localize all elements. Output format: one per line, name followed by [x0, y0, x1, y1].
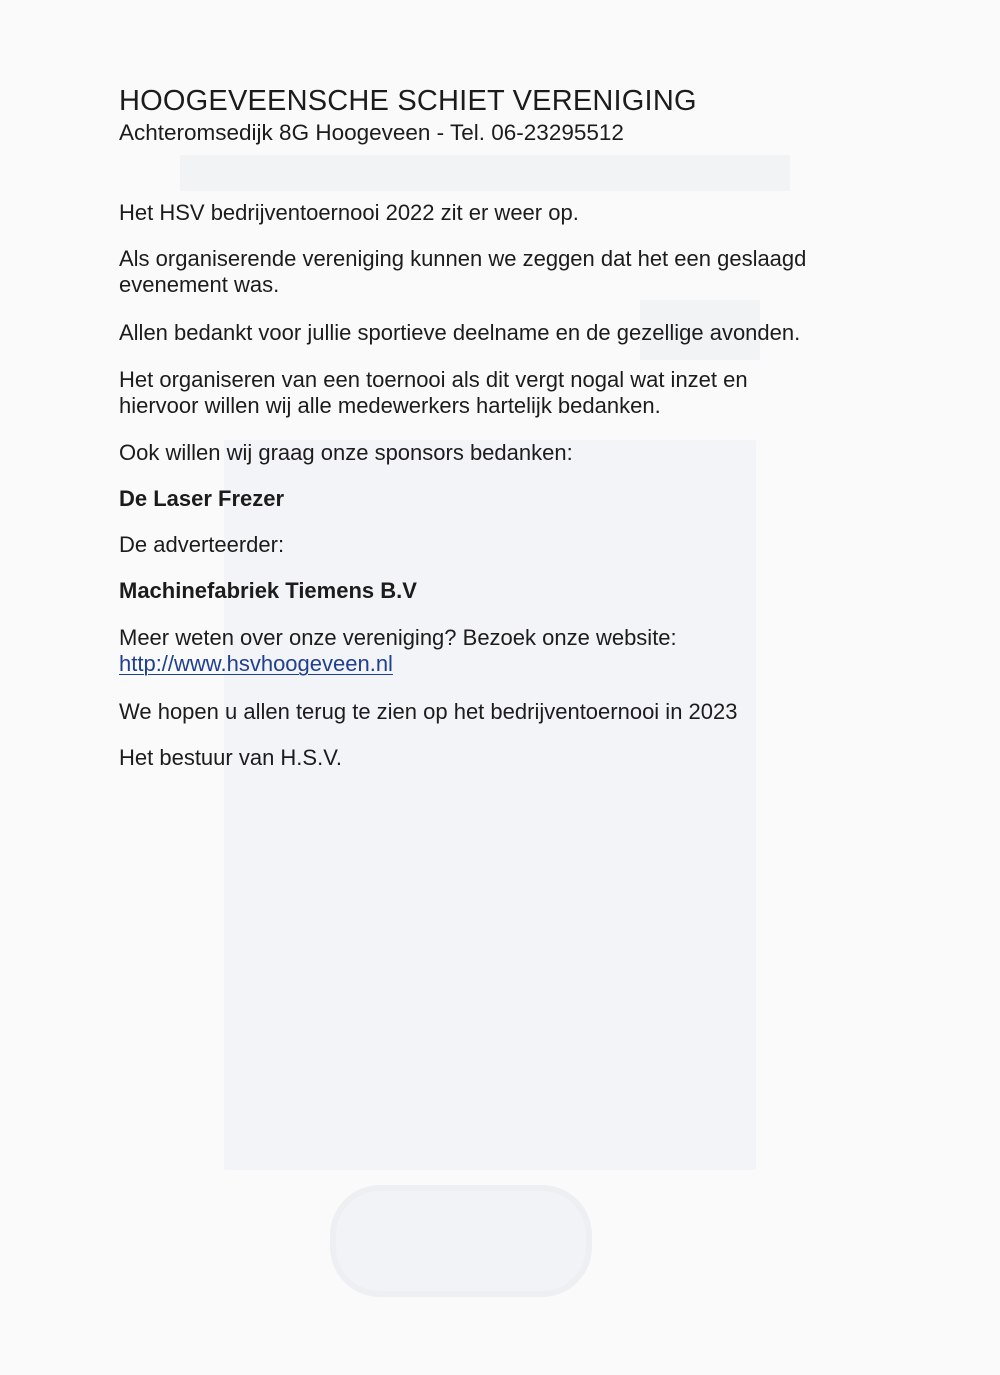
paragraph-advertiser-intro: De adverteerder:: [119, 532, 285, 557]
paragraph-thanks-staff-line-2: hiervoor willen wij alle medewerkers hartelijk bedanken.: [119, 393, 661, 418]
paragraph-success-line-2: evenement was.: [119, 272, 280, 297]
sponsor-name: De Laser Frezer: [119, 486, 285, 511]
paragraph-website: [119, 625, 909, 677]
organization-name: HOOGEVEENSCHE SCHIET VERENIGING: [119, 85, 697, 117]
paragraph-success-line-1: Als organiserende vereniging kunnen we zeggen dat het een geslaagd: [119, 246, 807, 271]
paragraph-thanks-staff: [119, 367, 909, 419]
paragraph-intro: Het HSV bedrijventoernooi 2022 zit er weer op.: [119, 200, 579, 225]
signature: Het bestuur van H.S.V.: [119, 745, 342, 770]
letter-content: [119, 84, 919, 770]
paragraph-website-text: Meer weten over onze vereniging? Bezoek onze website:: [119, 625, 677, 650]
bleed-through-shadow: [330, 1185, 592, 1297]
paragraph-see-you-next-year: We hopen u allen terug te zien op het bedrijventoernooi in 2023: [119, 699, 738, 724]
bleed-through-shadow: [180, 155, 790, 191]
paragraph-thanks-participants: Allen bedankt voor jullie sportieve deelname en de gezellige avonden.: [119, 320, 801, 345]
advertiser-name: Machinefabriek Tiemens B.V: [119, 578, 417, 603]
paragraph-success: [119, 246, 909, 298]
organization-address: Achteromsedijk 8G Hoogeveen - Tel. 06-23295512: [119, 120, 624, 145]
paragraph-sponsors-intro: Ook willen wij graag onze sponsors bedanken:: [119, 440, 573, 465]
website-link[interactable]: http://www.hsvhoogeveen.nl: [119, 651, 393, 676]
paragraph-thanks-staff-line-1: Het organiseren van een toernooi als dit vergt nogal wat inzet en: [119, 367, 748, 392]
